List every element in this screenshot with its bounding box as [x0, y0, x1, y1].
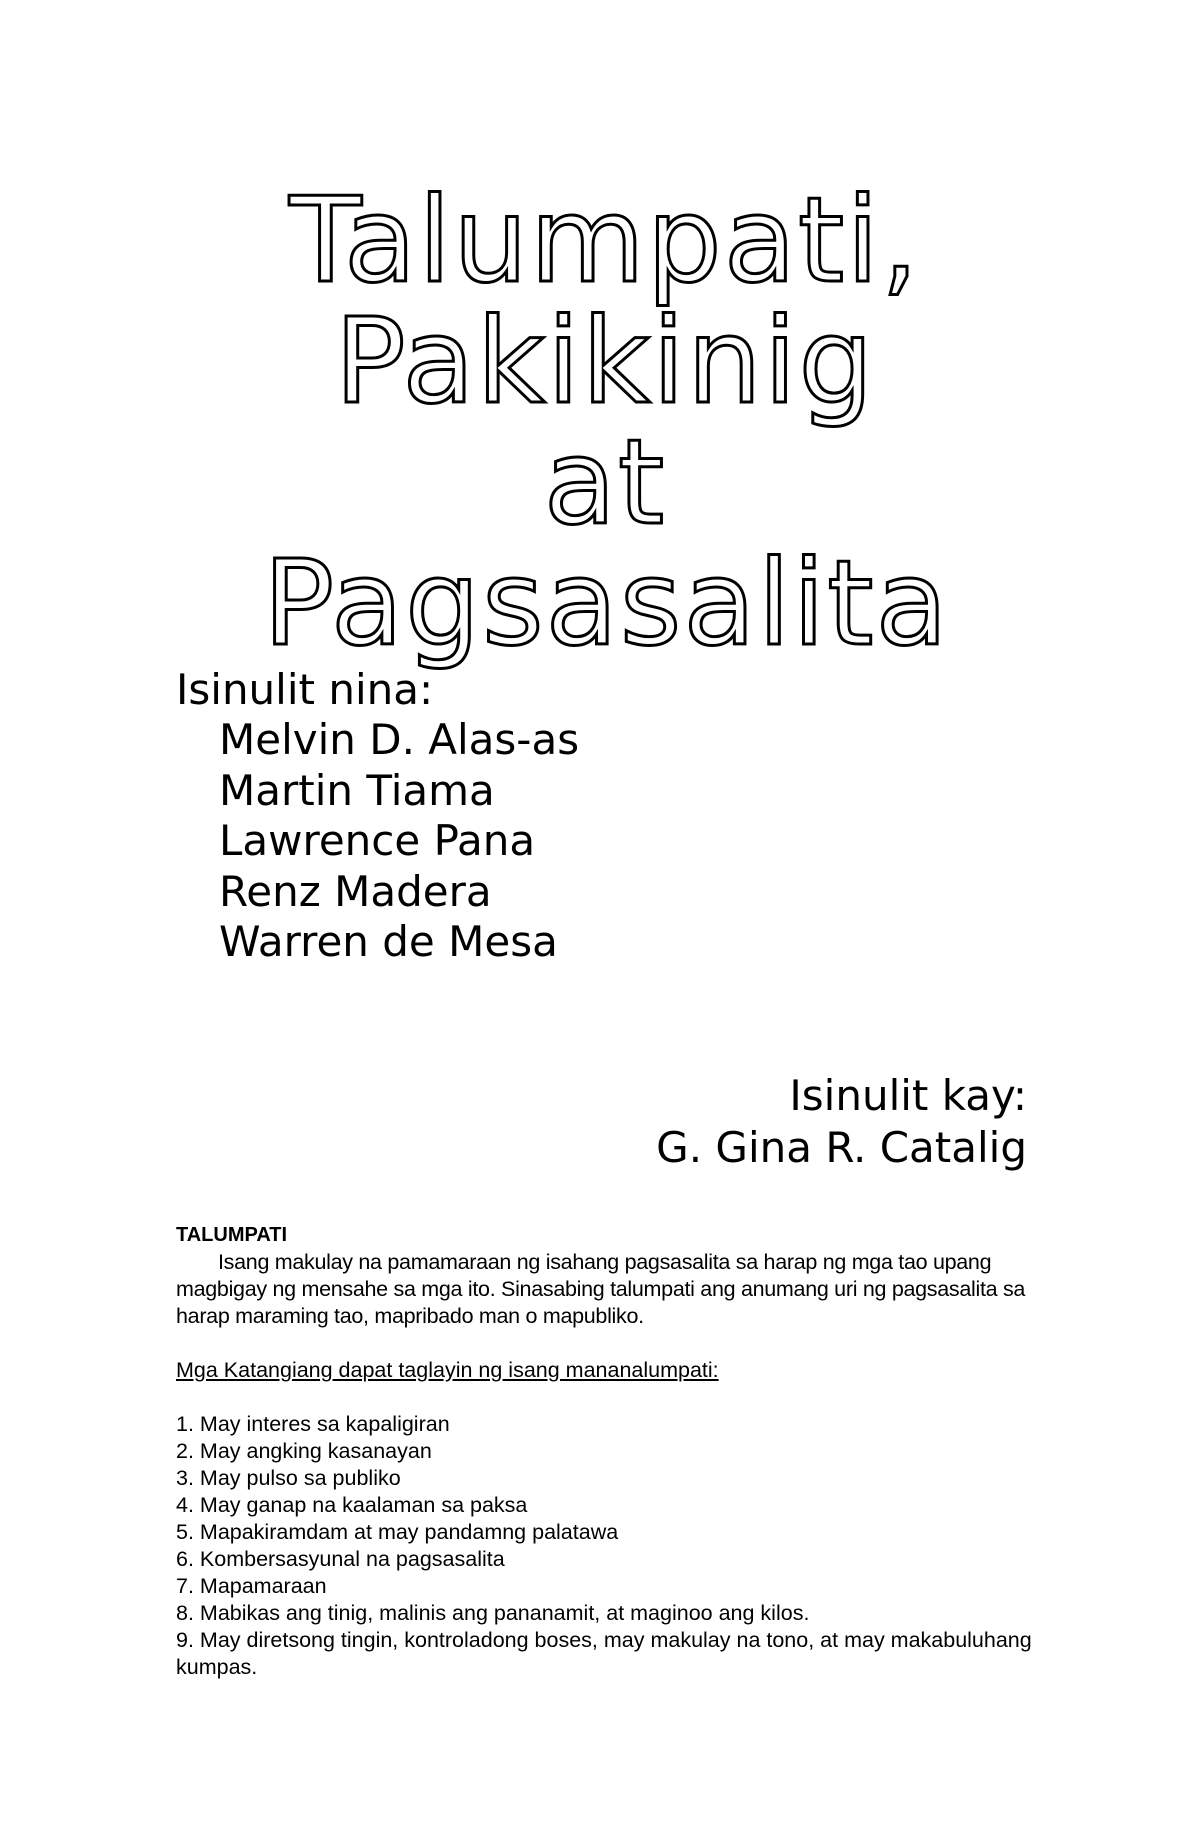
- title-line-3: at: [543, 413, 667, 551]
- teacher-name: G. Gina R. Catalig: [656, 1123, 1027, 1172]
- list-item: 7. Mapamaraan: [176, 1574, 327, 1598]
- authors-list: [219, 715, 579, 968]
- list-item: 4. May ganap na kaalaman sa paksa: [176, 1493, 528, 1517]
- author-name: Warren de Mesa: [219, 917, 558, 966]
- section-subheading: Mga Katangiang dapat taglayin ng isang mananalumpati:: [176, 1358, 719, 1382]
- author-name: Renz Madera: [219, 866, 492, 916]
- authors-label: Isinulit nina:: [176, 665, 434, 714]
- qualities-list: [176, 1411, 1036, 1681]
- list-item: 2. May angking kasanayan: [176, 1439, 432, 1463]
- list-item: 9. May diretsong tingin, kontroladong boses, may makulay na tono, at may makabuluhang kumpas.: [176, 1628, 1032, 1679]
- document-title: [175, 171, 1035, 672]
- author-name: Melvin D. Alas-as: [219, 715, 580, 764]
- list-item: 1. May interes sa kapaligiran: [176, 1412, 450, 1436]
- title-line-2: Pakikinig: [334, 292, 876, 430]
- list-item: 8. Mabikas ang tinig, malinis ang pananamit, at maginoo ang kilos.: [176, 1601, 810, 1625]
- list-item: 3. May pulso sa publiko: [176, 1466, 401, 1490]
- author-name: Martin Tiama: [219, 765, 495, 815]
- title-line-4: Pagsasalita: [263, 534, 950, 672]
- list-item: 5. Mapakiramdam at may pandamng palatawa: [176, 1520, 619, 1544]
- section-heading: TALUMPATI: [176, 1224, 288, 1246]
- list-item: 6. Kombersasyunal na pagsasalita: [176, 1547, 505, 1571]
- author-name: Lawrence Pana: [219, 816, 536, 865]
- section-paragraph: Isang makulay na pamamaraan ng isahang pagsasalita sa harap ng mga tao upang magbigay ng mensahe sa mga ito. Sinasabing talumpati ang anumang uri ng pagsasalita sa harap maraming tao, mapribado man o mapubliko.: [176, 1250, 1026, 1328]
- talumpati-section: [176, 1222, 1036, 1681]
- teacher-label: Isinulit kay:: [789, 1071, 1027, 1120]
- teacher-block: [656, 1070, 1027, 1174]
- title-line-1: Talumpati,: [289, 171, 921, 309]
